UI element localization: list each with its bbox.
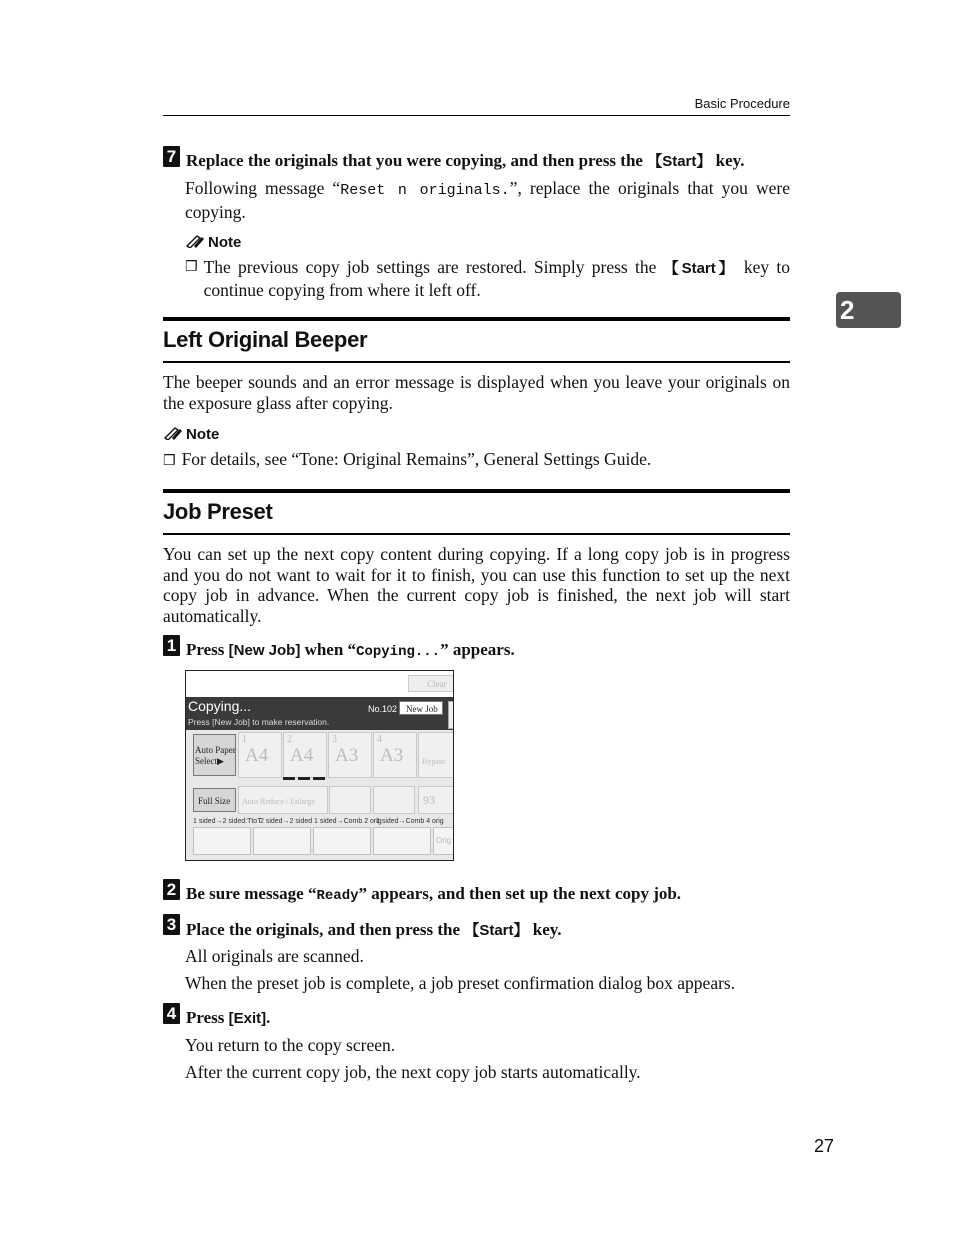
tray-number: 1 (242, 734, 247, 745)
start-key: 【Start】 (663, 260, 737, 277)
step-heading (186, 919, 562, 940)
clear-button: Clear (408, 675, 454, 692)
step-body: All originals are scanned. (185, 946, 364, 966)
ratio-tile: 93 (418, 786, 454, 814)
duplex-option-tile (253, 827, 311, 855)
ratio-preset-tile (373, 786, 415, 814)
step-heading-text: Place the originals, and then press the (186, 920, 465, 939)
step-number-badge: 7 (163, 146, 180, 167)
duplex-label: 2 sided→2 sided (260, 818, 313, 825)
duplex-option-tile (373, 827, 431, 855)
step-body: You return to the copy screen. (185, 1035, 396, 1055)
step-heading-text: Press (186, 640, 229, 659)
step-heading-text: . (266, 1008, 271, 1027)
duplex-label: 1 sided→Comb 4 orig (376, 818, 444, 825)
tray-size: A4 (245, 745, 269, 766)
section-body: You can set up the next copy content during copying. If a long copy job is in progress and you do not want to wait for it to finish, you can use this function to set up the next copy job in advance. When the current copy job is finished, the next job will start automatically. (163, 544, 790, 626)
step-heading-text: Press (186, 1008, 229, 1027)
section-rule-top (163, 489, 790, 493)
section-rule-top (163, 317, 790, 321)
section-title: Left Original Beeper (163, 327, 368, 352)
note-item (163, 449, 790, 472)
job-number: No.102 (368, 704, 398, 714)
auto-reduce-enlarge-tile: Auto Reduce / Enlarge (238, 786, 328, 814)
tray-size: A4 (290, 745, 314, 766)
note-heading (185, 234, 241, 251)
section-title: Job Preset (163, 499, 273, 524)
paper-tray-tile (328, 732, 372, 778)
step-number-badge: 1 (163, 635, 180, 656)
step-number-badge: 4 (163, 1003, 180, 1024)
ratio-preset-tile (329, 786, 371, 814)
note-label: Note (208, 234, 242, 251)
body-text: Following message “ (185, 178, 341, 198)
note-item (185, 257, 790, 300)
tray-number: 4 (377, 734, 382, 745)
message-code: Copying... (356, 644, 441, 660)
message-code: Ready (316, 888, 359, 904)
step-body (185, 178, 790, 222)
running-header: Basic Procedure (694, 96, 790, 111)
pencil-icon (185, 234, 205, 248)
step-heading-text: Replace the originals that you were copying, and then press the (186, 151, 648, 170)
section-body: The beeper sounds and an error message is displayed when you leave your originals on the exposure glass after copying. (163, 372, 790, 413)
new-job-key: [New Job] (228, 642, 301, 659)
step-body: After the current copy job, the next copy job starts automatically. (185, 1062, 641, 1082)
chapter-tab: 2 (836, 292, 901, 328)
step-heading-text: when “ (300, 640, 357, 659)
paper-tray-tile (238, 732, 282, 778)
step-heading (186, 884, 681, 904)
step-number-badge: 2 (163, 879, 180, 900)
auto-paper-select-button: Auto Paper Select▶ (193, 734, 236, 776)
step-heading (186, 640, 515, 660)
duplex-label: 1 sided→Comb 2 orig (314, 818, 382, 825)
full-size-button: Full Size (193, 788, 236, 812)
step-heading-text: key. (528, 920, 562, 939)
bypass-tray-tile (418, 732, 454, 778)
exit-key: [Exit] (228, 1010, 267, 1027)
step-heading (186, 150, 744, 171)
step-heading-text: Be sure message “ (186, 884, 317, 903)
orig-tile: Orig (433, 827, 454, 855)
step-heading (186, 1008, 270, 1028)
note-heading (163, 426, 219, 443)
step-heading-text: ” appears. (440, 640, 515, 659)
tray-number: 2 (287, 734, 292, 745)
paper-tray-tile (283, 732, 327, 778)
checkbox-icon: ❒ (185, 259, 198, 275)
paper-tray-tile (373, 732, 417, 778)
message-code: Reset n originals. (340, 182, 510, 199)
duplex-option-tile (193, 827, 251, 855)
pencil-icon (163, 426, 183, 440)
tray-size: A3 (335, 745, 359, 766)
note-text: key to continue copying from where it left off. (203, 257, 790, 300)
step-heading-text: key. (711, 151, 745, 170)
bypass-label: Bypass (422, 757, 446, 766)
page-number: 27 (813, 1136, 834, 1156)
tray-size: A3 (380, 745, 404, 766)
new-job-button: New Job (399, 701, 443, 715)
section-rule-bottom (163, 533, 790, 535)
body-text: ”, replace the originals that you were copying. (185, 178, 790, 222)
header-rule (163, 115, 790, 116)
start-key: 【Start】 (647, 153, 712, 170)
copier-screen-illustration (185, 670, 454, 861)
step-heading-text: ” appears, and then set up the next copy job. (358, 884, 682, 903)
note-text: For details, see “Tone: Original Remains”, General Settings Guide. (181, 449, 652, 469)
tray-selected-indicator (283, 777, 327, 780)
screen-edge (448, 701, 454, 729)
duplex-option-tile (313, 827, 371, 855)
status-text: Copying... (188, 698, 252, 714)
duplex-label: 1 sided→2 sided:TtoT (193, 818, 262, 825)
start-key: 【Start】 (464, 922, 529, 939)
section-rule-bottom (163, 361, 790, 363)
step-number-badge: 3 (163, 914, 180, 935)
step-body: When the preset job is complete, a job preset confirmation dialog box appears. (185, 973, 736, 993)
tray-number: 3 (332, 734, 337, 745)
note-label: Note (186, 426, 220, 443)
checkbox-icon: ❒ (163, 453, 176, 469)
status-subtext: Press [New Job] to make reservation. (188, 717, 330, 727)
note-text: The previous copy job settings are restored. Simply press the (203, 257, 664, 277)
